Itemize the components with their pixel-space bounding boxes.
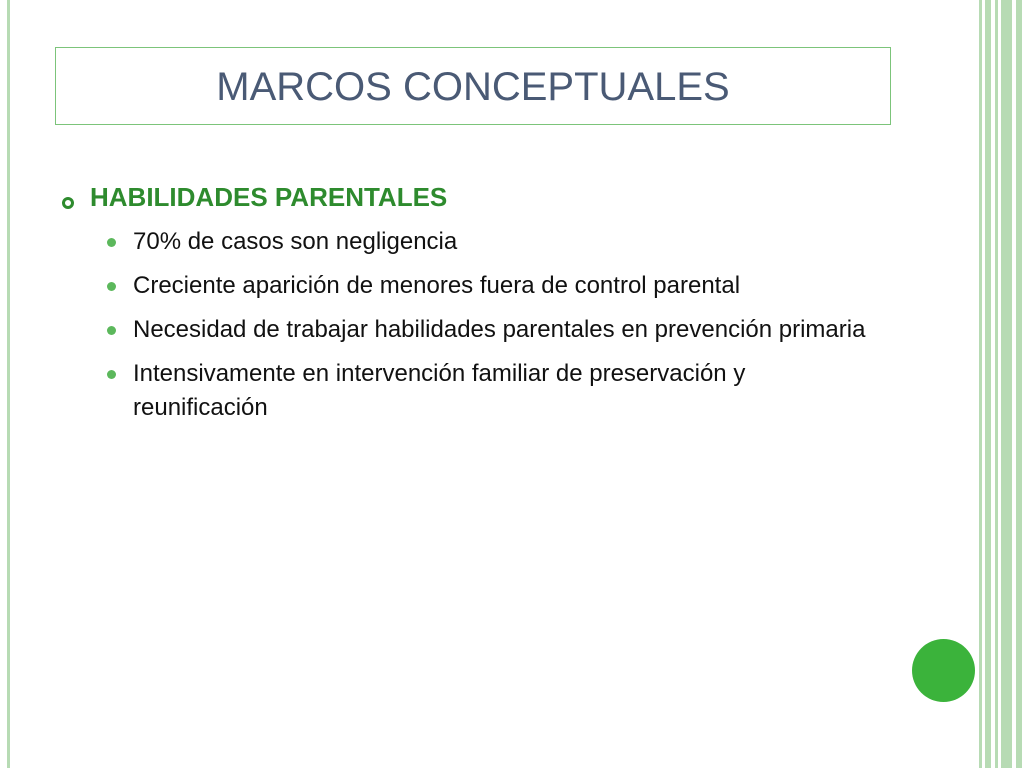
- left-border-line: [7, 0, 10, 768]
- dot-bullet-icon: [107, 238, 116, 247]
- dot-bullet-icon: [107, 326, 116, 335]
- list-item-text: Creciente aparición de menores fuera de control parental: [133, 272, 741, 299]
- list-item: [62, 225, 882, 259]
- stripe: [1016, 0, 1022, 768]
- section-heading: HABILIDADES PARENTALES: [90, 182, 448, 212]
- slide-title: MARCOS CONCEPTUALES: [216, 64, 730, 109]
- list-item: [62, 269, 882, 303]
- green-circle-icon: [912, 639, 975, 702]
- stripe: [979, 0, 982, 768]
- stripe: [1001, 0, 1012, 768]
- list-item-text: 70% de casos son negligencia: [133, 228, 458, 255]
- dot-bullet-icon: [107, 282, 116, 291]
- bullet-list: [62, 225, 882, 425]
- list-item-text: Necesidad de trabajar habilidades parentales en prevención primaria: [133, 316, 866, 343]
- list-item: [62, 313, 882, 347]
- title-box: [55, 47, 891, 125]
- stripe: [995, 0, 998, 768]
- slide-content: [62, 182, 882, 435]
- section-heading-row: [62, 182, 882, 225]
- list-item-text: Intensivamente en intervención familiar de preservación y reunificación: [133, 360, 746, 421]
- right-decorative-stripes: [976, 0, 1024, 768]
- dot-bullet-icon: [107, 370, 116, 379]
- stripe: [985, 0, 991, 768]
- list-item: [62, 357, 882, 425]
- ring-bullet-icon: [62, 197, 74, 209]
